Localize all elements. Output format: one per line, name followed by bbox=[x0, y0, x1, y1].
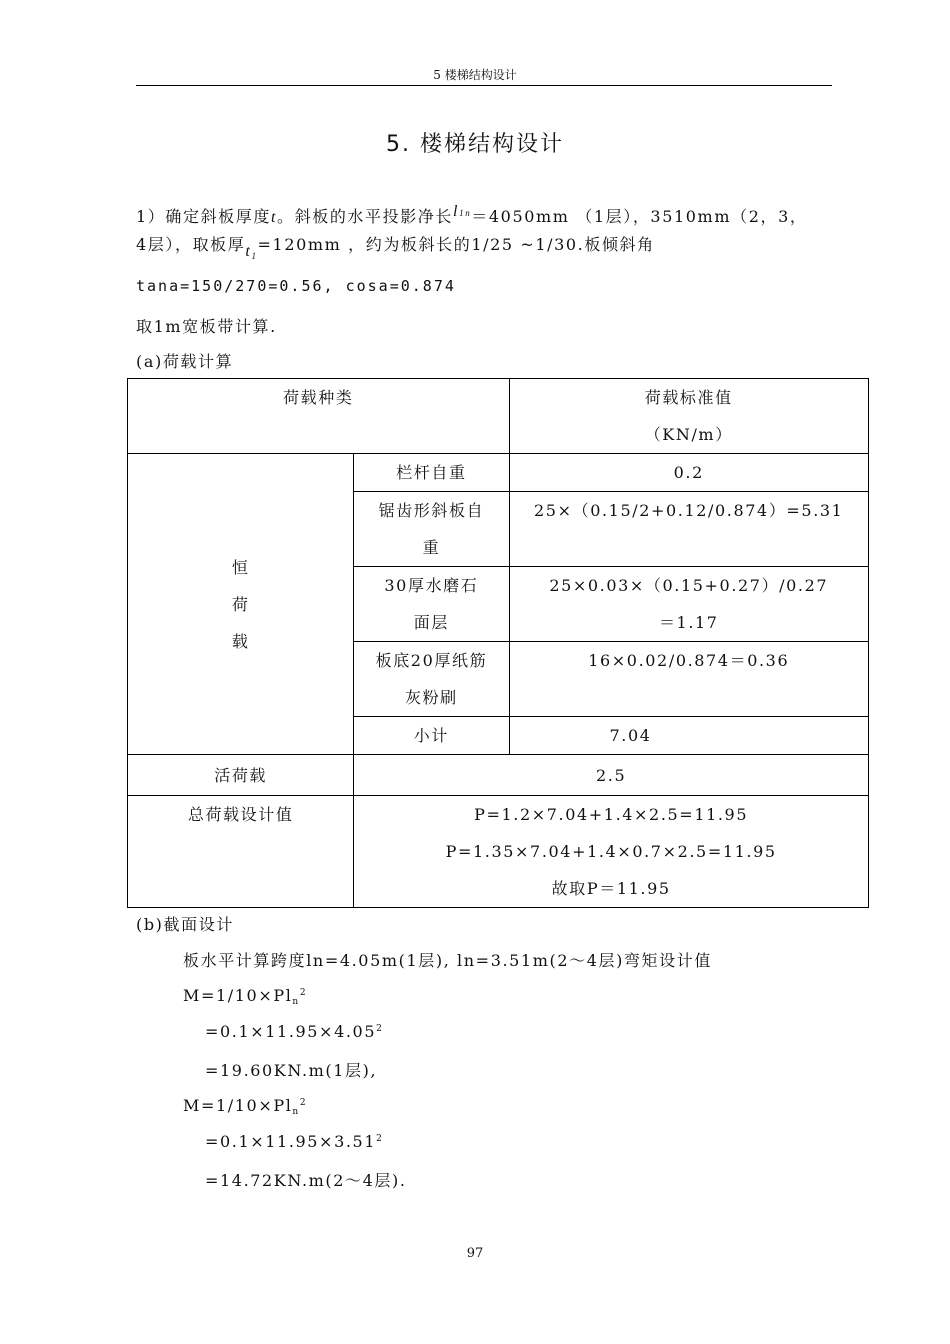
dead-load-value: 25×（0.15/2+0.12/0.874）=5.31 bbox=[509, 492, 869, 567]
live-load-label: 活荷载 bbox=[128, 755, 354, 796]
header-rule bbox=[136, 85, 832, 86]
thickness-symbol: t bbox=[245, 243, 252, 260]
span-symbol: l bbox=[453, 203, 460, 220]
thickness-subscript: 1 bbox=[251, 251, 258, 261]
subtotal-label: 小计 bbox=[354, 717, 509, 755]
running-header: 5 楼梯结构设计 bbox=[433, 68, 517, 82]
page-number: 97 bbox=[466, 1246, 484, 1261]
moment-result-1: =19.60KN.m(1层), bbox=[205, 1061, 378, 1080]
dead-load-name: 30厚水磨石 面层 bbox=[354, 567, 509, 642]
section-b-heading: (b)截面设计 bbox=[136, 915, 234, 934]
trig-line: tana=150/270=0.56, cosa=0.874 bbox=[136, 277, 456, 295]
width-note: 取1m宽板带计算. bbox=[136, 317, 277, 336]
intro-text: 。斜板的水平投影净长 bbox=[277, 207, 454, 226]
table-header-row bbox=[128, 379, 869, 454]
dead-load-label: 恒 荷 载 bbox=[128, 454, 354, 755]
header-cell-load-type: 荷载种类 bbox=[128, 379, 510, 454]
dead-load-name: 栏杆自重 bbox=[354, 454, 509, 492]
section-a-heading: (a)荷载计算 bbox=[136, 352, 234, 371]
live-load-value: 2.5 bbox=[354, 755, 869, 796]
intro-text: ＝4050mm （1层），3510mm（2，3， bbox=[471, 207, 808, 226]
table-row bbox=[128, 454, 869, 492]
header-cell-load-value: 荷载标准值 （KN/m） bbox=[509, 379, 869, 454]
intro-text: 4层），取板厚 bbox=[136, 235, 246, 254]
moment-calc-1: $=0.1\times 11.95\times 4.05^2$ bbox=[205, 1022, 384, 1041]
live-load-row bbox=[128, 755, 869, 796]
dead-load-value: 25×0.03×（0.15+0.27）/0.27 ＝1.17 bbox=[509, 567, 869, 642]
intro-text: 1）确定斜板厚度 bbox=[136, 207, 271, 226]
moment-formula-2: $M=1/10\times Pl_n^2$ bbox=[183, 1096, 308, 1117]
total-load-label: 总荷载设计值 bbox=[128, 796, 354, 908]
moment-result-2: =14.72KN.m(2～4层). bbox=[205, 1171, 407, 1190]
dead-load-name: 板底20厚纸筋 灰粉刷 bbox=[354, 642, 509, 717]
intro-line-1 bbox=[136, 204, 807, 227]
load-table bbox=[127, 378, 869, 908]
moment-formula-1: $M=1/10\times Pl_n^2$ bbox=[183, 986, 308, 1007]
thickness-symbol: t bbox=[270, 209, 278, 226]
total-load-value: P=1.2×7.04+1.4×2.5=11.95 P=1.35×7.04+1.4×0.7×2.5=11.95 故取P＝11.95 bbox=[354, 796, 869, 908]
page-title: 5. 楼梯结构设计 bbox=[386, 132, 564, 157]
dead-load-name: 锯齿形斜板自 重 bbox=[354, 492, 509, 567]
span-subscript: 1n bbox=[459, 208, 472, 218]
total-load-row bbox=[128, 796, 869, 908]
dead-load-value: 16×0.02/0.874＝0.36 bbox=[509, 642, 869, 717]
moment-calc-2: $=0.1\times 11.95\times 3.51^2$ bbox=[205, 1132, 384, 1151]
span-line: 板水平计算跨度ln=4.05m(1层), ln=3.51m(2～4层)弯矩设计值 bbox=[183, 951, 712, 970]
intro-line-2 bbox=[136, 232, 655, 261]
dead-load-value: 0.2 bbox=[509, 454, 869, 492]
subtotal-value: 7.04 bbox=[509, 717, 869, 755]
intro-text: =120mm ，约为板斜长的1/25 ~1/30.板倾斜角 bbox=[257, 235, 655, 254]
